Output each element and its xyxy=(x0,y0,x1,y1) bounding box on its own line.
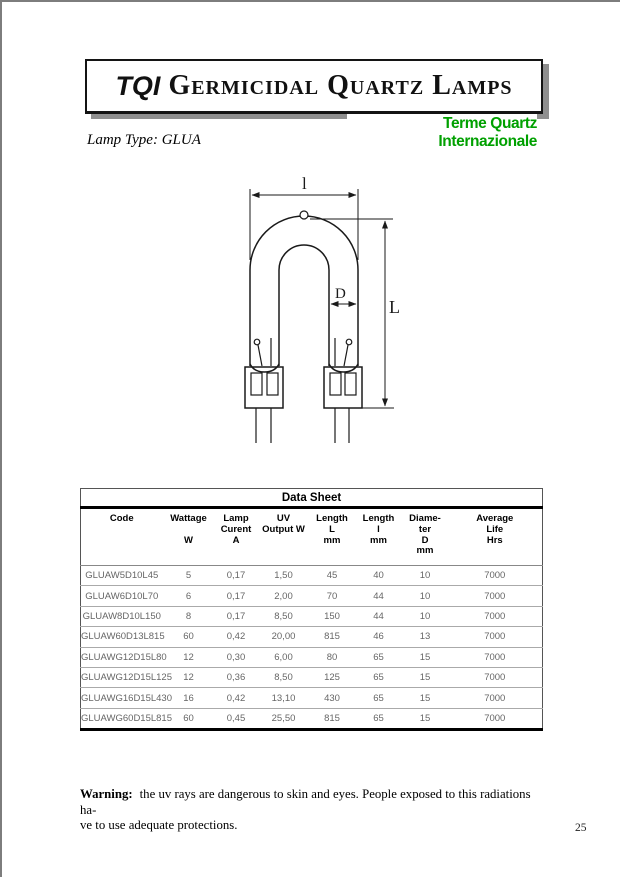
table-cell: 15 xyxy=(403,667,448,687)
table-cell: 16 xyxy=(163,688,215,708)
table-cell: 0,42 xyxy=(215,688,258,708)
table-cell: GLUAWG60D15L815 xyxy=(81,712,173,724)
table-header-row xyxy=(81,508,543,566)
warning-label: Warning: xyxy=(80,787,133,801)
table-cell: 0,30 xyxy=(215,647,258,667)
warning-line1 xyxy=(80,787,546,818)
table-cell: GLUAWG16D15L430 xyxy=(81,688,163,708)
data-sheet-table xyxy=(80,488,543,731)
table-row xyxy=(81,688,543,708)
table-cell: 13,10 xyxy=(258,688,310,708)
table-cell: 15 xyxy=(419,712,431,724)
table-row xyxy=(81,566,543,586)
dim-label-l: l xyxy=(302,174,307,193)
table-cell: 8,50 xyxy=(258,606,310,626)
table-cell: 7000 xyxy=(448,606,543,626)
table-cell: 0,45 xyxy=(226,712,246,724)
table-row xyxy=(81,586,543,606)
table-cell: 0,17 xyxy=(215,606,258,626)
page-number: 25 xyxy=(575,822,587,834)
column-header: Length L mm xyxy=(310,508,355,566)
table-cell: 10 xyxy=(403,586,448,606)
table-cell: 70 xyxy=(310,586,355,606)
table-cell: 430 xyxy=(310,688,355,708)
table-row xyxy=(81,627,543,647)
logo-box xyxy=(85,59,543,114)
table-cell: 150 xyxy=(310,606,355,626)
column-header: Length l mm xyxy=(355,508,403,566)
table-cell: GLUAW6D10L70 xyxy=(81,586,163,606)
table-cell: 65 xyxy=(355,647,403,667)
table-cell: 65 xyxy=(355,667,403,687)
lamp-diagram xyxy=(182,167,412,457)
table-title: Data Sheet xyxy=(81,489,543,508)
table-cell: 25,50 xyxy=(271,712,296,724)
table-cell: 7000 xyxy=(448,688,543,708)
table-cell: 40 xyxy=(355,566,403,586)
table-cell: 44 xyxy=(355,606,403,626)
table-cell: 60 xyxy=(183,712,194,724)
table-cell: 80 xyxy=(310,647,355,667)
warning-text2: ve to use adequate protections. xyxy=(80,818,238,832)
table-cell: GLUAW5D10L45 xyxy=(81,566,163,586)
table-cell: 46 xyxy=(355,627,403,647)
table-cell: 2,00 xyxy=(258,586,310,606)
table-cell: 7000 xyxy=(448,647,543,667)
table-cell: 44 xyxy=(355,586,403,606)
warning-text1: the uv rays are dangerous to skin and eyes. People exposed to this radiations ha- xyxy=(80,787,531,817)
table-cell: 60 xyxy=(163,627,215,647)
table-cell: 6,00 xyxy=(258,647,310,667)
table-row xyxy=(81,606,543,626)
table-cell: 125 xyxy=(310,667,355,687)
table-cell: 20,00 xyxy=(258,627,310,647)
table-cell: 65 xyxy=(373,712,384,724)
table-row xyxy=(81,667,543,687)
table-cell: GLUAWG12D15L125 xyxy=(81,667,163,687)
table-cell: 15 xyxy=(403,688,448,708)
table-cell: 7000 xyxy=(448,566,543,586)
table-cell: 45 xyxy=(310,566,355,586)
table-cell: 7000 xyxy=(448,627,543,647)
dim-label-D: D xyxy=(335,286,346,302)
logo-title: Germicidal Quartz Lamps xyxy=(168,70,513,101)
table-cell: 8 xyxy=(163,606,215,626)
column-header: Code xyxy=(81,508,163,566)
table-cell: 0,17 xyxy=(215,586,258,606)
table-cell: 0,17 xyxy=(215,566,258,586)
table-cell: 7000 xyxy=(448,667,543,687)
table-cell: 815 xyxy=(324,712,340,724)
column-header: Wattage W xyxy=(163,508,215,566)
table-cell: 12 xyxy=(163,647,215,667)
table-cell: 13 xyxy=(403,627,448,647)
table-cell: 1,50 xyxy=(258,566,310,586)
table-cell: GLUAW8D10L150 xyxy=(81,606,163,626)
brand-name: Terme Quartz Internazionale xyxy=(347,114,537,152)
table-cell: 10 xyxy=(403,606,448,626)
warning-paragraph xyxy=(80,787,546,834)
table-cell: 6 xyxy=(163,586,215,606)
table-cell: 7000 xyxy=(484,712,506,724)
table-cell: GLUAW60D13L815 xyxy=(81,627,163,647)
column-header: Lamp Curent A xyxy=(215,508,258,566)
table-cell: 7000 xyxy=(448,586,543,606)
table-cell: 10 xyxy=(403,566,448,586)
table-cell: 815 xyxy=(310,627,355,647)
table-cell: 12 xyxy=(163,667,215,687)
table-cell: 0,36 xyxy=(215,667,258,687)
table-cell: 5 xyxy=(163,566,215,586)
table-cell: GLUAWG12D15L80 xyxy=(81,647,163,667)
column-header: Average Life Hrs xyxy=(448,508,543,566)
table-row xyxy=(81,647,543,667)
table-body xyxy=(81,566,543,730)
table-cell: 0,42 xyxy=(215,627,258,647)
table-cell: 15 xyxy=(403,647,448,667)
column-header: Diame- ter D mm xyxy=(403,508,448,566)
table-title-row xyxy=(81,489,543,508)
dim-label-L: L xyxy=(389,297,400,317)
lamp-type-label: Lamp Type: GLUA xyxy=(87,132,201,148)
table-row xyxy=(81,708,543,729)
column-header: UV Output W xyxy=(258,508,310,566)
table-cell: 65 xyxy=(355,688,403,708)
logo-tqi: TQI xyxy=(115,70,161,101)
table-cell: 8,50 xyxy=(258,667,310,687)
